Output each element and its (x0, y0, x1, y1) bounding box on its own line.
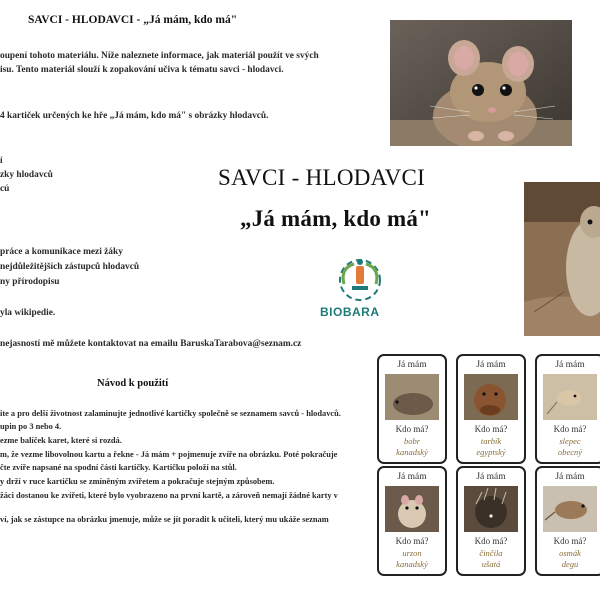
card-question: Kdo má? (553, 536, 587, 546)
card-animal-name-2: ušatá (481, 559, 501, 569)
card-question: Kdo má? (395, 424, 429, 434)
card-animal-name: osmák (559, 548, 581, 558)
cover-title-line-2: „Já mám, kdo má" (240, 206, 432, 231)
game-card (535, 354, 600, 464)
card-question: Kdo má? (474, 424, 508, 434)
howto-line-3: ezme balíček karet, které si rozdá. (0, 436, 122, 445)
rodent-photo (524, 182, 600, 336)
contents-line-1: í (0, 156, 3, 166)
card-header: Já mám (397, 472, 427, 482)
document-title: SAVCI - HLODAVCI - „Já mám, kdo má" (28, 14, 238, 26)
card-animal-name-2: egyptský (476, 447, 506, 457)
game-card (535, 466, 600, 576)
cards-description: 4 kartiček určených ke hře „Já mám, kdo má" s obrázky hlodavců. (0, 111, 269, 121)
hamster-photo (385, 486, 439, 532)
cover-title-line-1: SAVCI - HLODAVCI (218, 165, 426, 190)
card-animal-name: tarbík (480, 436, 502, 446)
source-line: yla wikipedie. (0, 308, 56, 318)
howto-title: Návod k použití (97, 378, 169, 389)
contents-line-3: cú (0, 184, 10, 194)
game-card (377, 466, 447, 576)
howto-line-2: upin po 3 nebo 4. (0, 422, 62, 431)
card-animal-name-2: obecný (557, 447, 583, 457)
howto-line-1: ite a pro delší životnost zalaminujte jednotlivé kartičky společně se seznamem savců - hlodavců. (0, 409, 341, 418)
card-animal-name: slepec (559, 436, 581, 446)
card-question: Kdo má? (553, 424, 587, 434)
card-animal-name-2: kanadský (396, 447, 428, 457)
howto-line-4: m, že vezme libovolnou kartu a řekne - Já mám + pojmenuje zvíře na obrázku. Poté pokračuje (0, 450, 338, 459)
card-header: Já mám (476, 472, 506, 482)
degu-photo (543, 486, 597, 532)
howto-line-9: ví, jak se zástupce na obrázku jmenuje, může se jít poradit k učiteli, který mu ukáže seznam (0, 515, 329, 524)
card-header: Já mám (397, 360, 427, 370)
game-card (377, 354, 447, 464)
howto-line-5: čte zvíře napsané na spodní části kartičky. Kartičku položí na stůl. (0, 463, 237, 472)
contact-line: nejasností mě můžete kontaktovat na emailu BaruskaTarabova@seznam.cz (0, 339, 302, 349)
game-card (456, 354, 526, 464)
card-header: Já mám (476, 360, 506, 370)
card-animal-name: bobr (403, 436, 421, 446)
card-header: Já mám (555, 472, 585, 482)
card-question: Kdo má? (395, 536, 429, 546)
vole-photo (385, 374, 439, 420)
contents-line-2: zky hlodavců (0, 170, 53, 180)
porcupine-photo (464, 486, 518, 532)
card-header: Já mám (555, 360, 585, 370)
goals-line-2: nejdůležitějších zástupců hlodavců (0, 262, 140, 272)
intro-line-2: isu. Tento materiál slouží k zopakování učiva k tématu savci - hlodavci. (0, 65, 284, 75)
beaver-photo (464, 374, 518, 420)
howto-line-6: y drží v ruce kartičku se zmíněným zvířetem a pokračuje stejným způsobem. (0, 477, 275, 486)
card-animal-name: činčila (479, 548, 503, 558)
intro-line-1: oupení tohoto materiálu. Níže naleznete informace, jak materiál použít ve svých (0, 51, 319, 61)
card-animal-name: urzon (402, 548, 422, 558)
card-question: Kdo má? (474, 536, 508, 546)
goals-line-3: ny přírodopisu (0, 277, 60, 287)
jerboa-photo (543, 374, 597, 420)
goals-line-1: práce a komunikace mezi žáky (0, 247, 123, 257)
logo-text: BIOBARA (320, 305, 380, 319)
game-card (456, 466, 526, 576)
howto-line-7: žáci dostanou ke zvířeti, které bylo vyobrazeno na první kartě, a zároveň nemají žádné karty v (0, 491, 338, 500)
card-animal-name-2: kanadský (396, 559, 428, 569)
mouse-photo (390, 20, 572, 146)
card-animal-name-2: degu (561, 559, 579, 569)
